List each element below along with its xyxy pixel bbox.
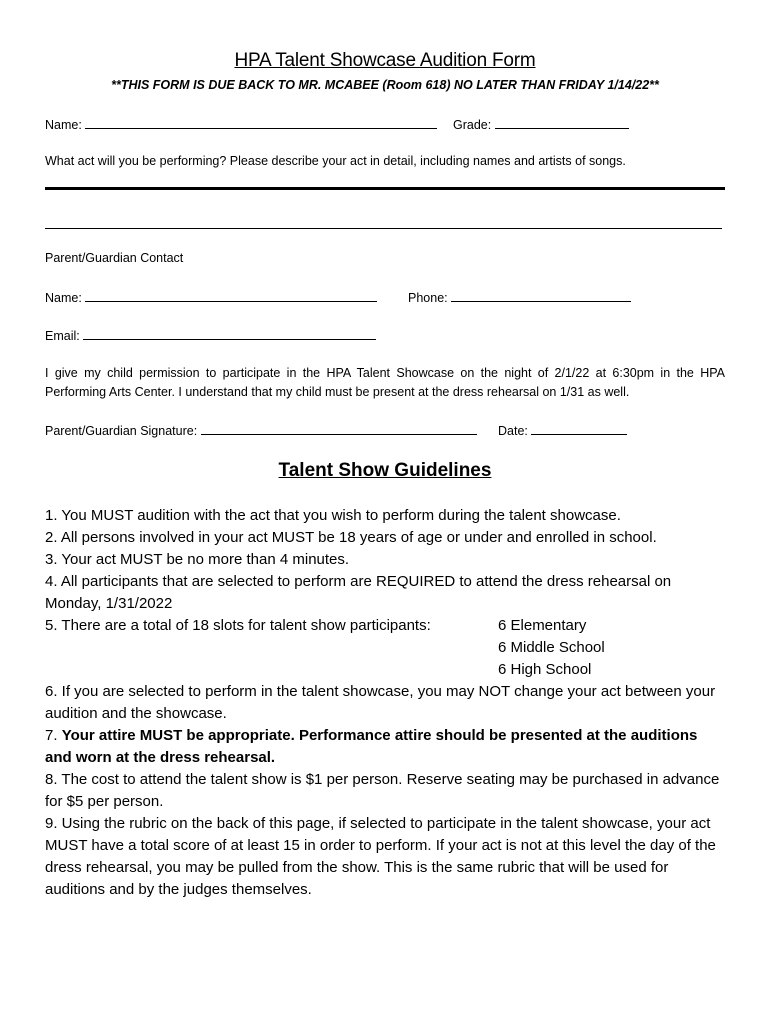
date-label: Date:	[498, 424, 528, 438]
due-notice: **THIS FORM IS DUE BACK TO MR. MCABEE (Room 618) NO LATER THAN FRIDAY 1/14/22**	[111, 78, 659, 92]
guideline-5	[45, 615, 725, 637]
parent-section-label: Parent/Guardian Contact	[45, 251, 184, 265]
guideline-9: 9. Using the rubric on the back of this page, if selected to participate in the talent showcase, your act MUST have a total score of at least 15 in order to perform. If your act is not at this level the day of the dress rehearsal, you may be pulled from the show. This is the same rubric that will be used for auditions and by the judges themselves.	[45, 815, 716, 898]
email-label: Email:	[45, 329, 80, 343]
guideline-6: 6. If you are selected to perform in the talent showcase, you may NOT change your act between your audition and the showcase.	[45, 683, 716, 722]
slot-elementary: 6 Elementary	[498, 617, 587, 634]
parent-name-field[interactable]	[85, 289, 377, 302]
signature-field[interactable]	[201, 422, 477, 435]
signature-row	[45, 422, 477, 438]
guideline-4: 4. All participants that are selected to perform are REQUIRED to attend the dress rehearsal on Monday, 1/31/2022	[45, 573, 672, 612]
grade-row	[453, 116, 629, 132]
student-name-row	[45, 116, 437, 132]
phone-row	[408, 289, 631, 305]
form-title: HPA Talent Showcase Audition Form	[234, 50, 536, 71]
permission-statement: I give my child permission to participate in the HPA Talent Showcase on the night of 2/1/22 at 6:30pm in the HPA Performing Arts Center. I understand that my child must be present at the dress rehearsal on 1/31 as well.	[45, 366, 725, 399]
grade-field[interactable]	[495, 116, 629, 129]
email-field[interactable]	[83, 327, 376, 340]
guidelines-title: Talent Show Guidelines	[278, 460, 492, 481]
act-description-line-1[interactable]	[45, 187, 725, 190]
date-field[interactable]	[531, 422, 627, 435]
guideline-3: 3. Your act MUST be no more than 4 minutes.	[45, 551, 350, 568]
grade-label: Grade:	[453, 118, 492, 132]
act-question: What act will you be performing? Please describe your act in detail, including names and artists of songs.	[45, 154, 626, 168]
slot-middle-school: 6 Middle School	[498, 639, 605, 656]
email-row	[45, 327, 376, 343]
phone-field[interactable]	[451, 289, 631, 302]
guideline-7-text: Your attire MUST be appropriate. Performance attire should be presented at the auditions and worn at the dress rehearsal.	[45, 727, 698, 766]
guideline-8: 8. The cost to attend the talent show is $1 per person. Reserve seating may be purchased in advance for $5 per person.	[45, 771, 720, 810]
guideline-2: 2. All persons involved in your act MUST be 18 years of age or under and enrolled in school.	[45, 529, 657, 546]
student-name-field[interactable]	[85, 116, 437, 129]
act-description-line-2[interactable]	[45, 228, 722, 229]
guideline-7-number: 7.	[45, 727, 62, 744]
student-name-label: Name:	[45, 118, 82, 132]
guideline-5-text: 5. There are a total of 18 slots for talent show participants:	[45, 617, 431, 634]
guidelines-list	[45, 505, 725, 901]
signature-label: Parent/Guardian Signature:	[45, 424, 198, 438]
phone-label: Phone:	[408, 291, 448, 305]
date-row	[498, 422, 627, 438]
slot-high-school: 6 High School	[498, 661, 592, 678]
guideline-1: 1. You MUST audition with the act that you wish to perform during the talent showcase.	[45, 507, 621, 524]
parent-name-row	[45, 289, 377, 305]
parent-name-label: Name:	[45, 291, 82, 305]
guideline-7	[45, 725, 725, 769]
